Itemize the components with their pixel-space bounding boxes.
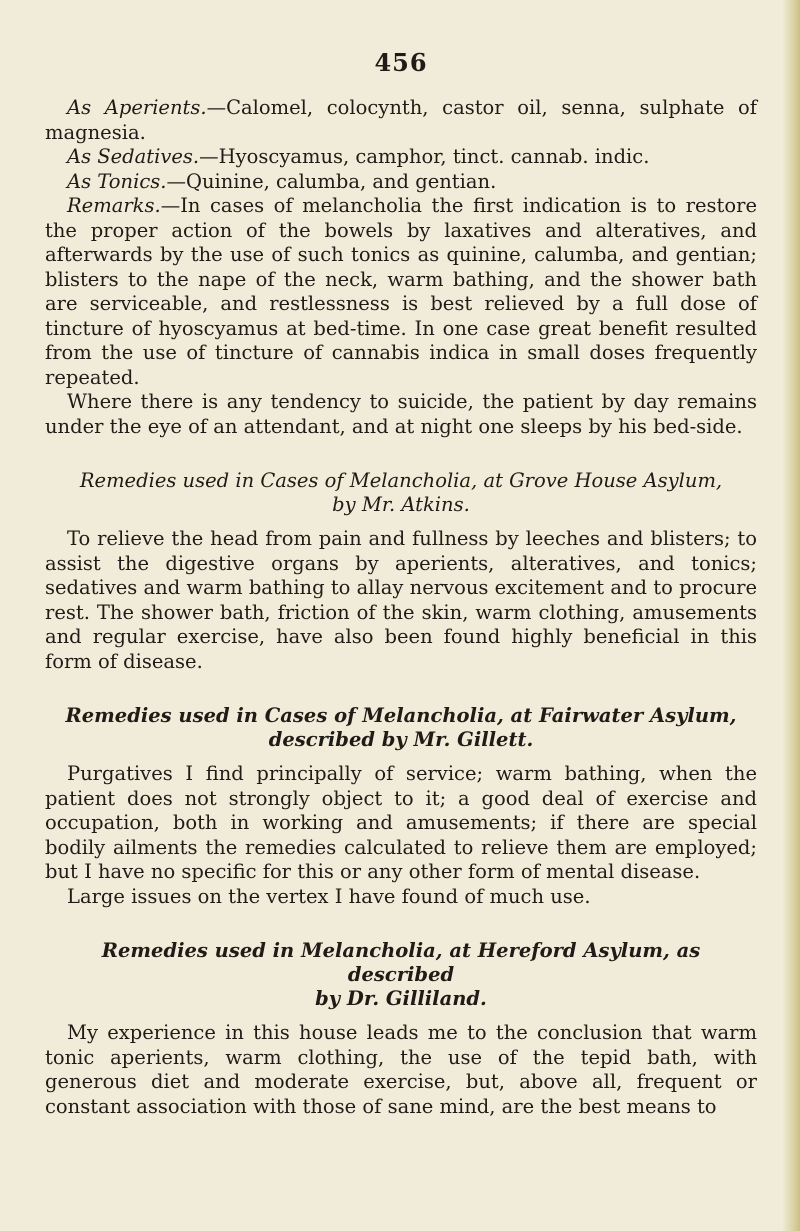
hereford-heading [57, 939, 745, 1011]
grove-house-heading-line2: by Mr. Atkins. [332, 493, 470, 516]
aperients-paragraph [45, 96, 757, 145]
remarks-text: —In cases of melancholia the first indication is to restore the proper action of the bowels by laxatives and alteratives, and afterwards by the use of such tonics as quinine, calumba, and gentian; blisters to the nape of the neck, warm bathing, and the shower bath are serviceable, and restlessness is best relieved by a full dose of tincture of hyoscyamus at bed-time. In one case great benefit resulted from the use of tincture of cannabis indica in small doses frequently repeated. [45, 194, 757, 389]
page-edge-shadow [782, 0, 800, 1231]
fairwater-heading [57, 704, 745, 752]
hereford-heading-line2: by Dr. Gilliland. [315, 987, 487, 1010]
suicide-text: Where there is any tendency to suicide, the patient by day remains under the eye of an attendant, and at night one sleeps by his bed-side. [45, 390, 757, 438]
aperients-text: —Calomel, colocynth, castor oil, senna, sulphate of magnesia. [45, 96, 758, 144]
fairwater-heading-line1: Remedies used in Cases of Melancholia, at Fairwater Asylum, [65, 704, 737, 727]
suicide-paragraph [45, 390, 757, 439]
sedatives-label: As Sedatives. [67, 145, 200, 168]
tonics-label: As Tonics. [67, 169, 167, 193]
page-number: 456 [374, 48, 428, 77]
grove-house-heading [57, 469, 745, 517]
remarks-label: Remarks. [67, 194, 161, 217]
grove-house-heading-line1: Remedies used in Cases of Melancholia, at Grove House Asylum, [79, 469, 723, 492]
fairwater-heading-line2: described by Mr. Gillett. [268, 728, 534, 751]
book-page [45, 0, 757, 1231]
tonics-text: —Quinine, calumba, and gentian. [166, 169, 497, 193]
sedatives-paragraph [45, 145, 757, 170]
aperients-label: As Aperients. [67, 96, 207, 119]
sedatives-text: —Hyoscyamus, camphor, tinct. cannab. indic. [199, 145, 650, 168]
grove-house-paragraph: To relieve the head from pain and fullness by leeches and blisters; to assist the digestive organs by aperients, alteratives, and tonics; sedatives and warm bathing to allay nervous excitement and to procure rest. The shower bath, friction of the skin, warm clothing, amusements and regular exercise, have also been found highly beneficial in this form of disease. [45, 527, 757, 673]
fairwater-paragraph-2: Large issues on the vertex I have found of much use. [67, 884, 591, 908]
remarks-paragraph [45, 194, 757, 390]
tonics-paragraph [45, 170, 757, 195]
fairwater-paragraph-1: Purgatives I find principally of service; warm bathing, when the patient does not strongly object to it; a good deal of exercise and occupation, both in working and amusements; if there are special bodily ailments the remedies calculated to relieve them are employed; but I have no specific for this or any other form of mental disease. [45, 762, 757, 883]
hereford-heading-line1: Remedies used in Melancholia, at Hereford Asylum, as described [101, 939, 701, 986]
hereford-paragraph: My experience in this house leads me to the conclusion that warm tonic aperients, warm clothing, the use of the tepid bath, with generous diet and moderate exercise, but, above all, frequent or constant association with those of sane mind, are the best means to [45, 1021, 757, 1118]
